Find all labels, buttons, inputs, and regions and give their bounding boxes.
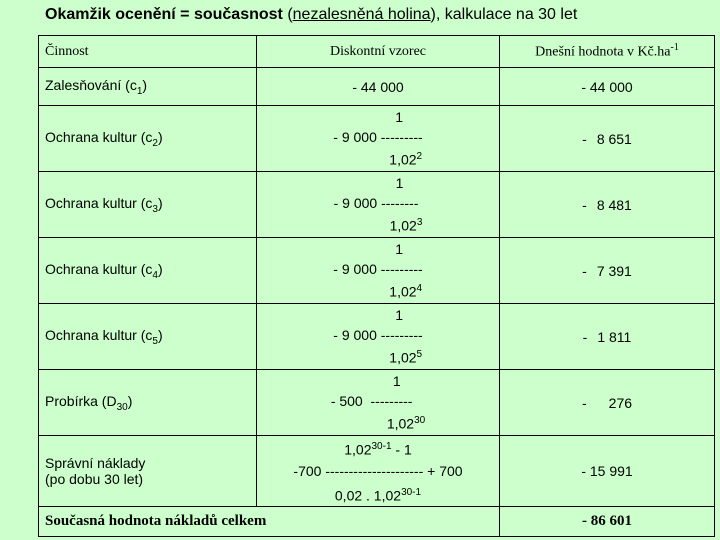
row-formula — [257, 304, 500, 370]
row-label: Probírka $(D_{30})$ — [39, 370, 257, 436]
page-title — [45, 6, 577, 24]
formula-numerator: 1 — [395, 109, 404, 126]
row-label: Ochrana kultur $(c_4)$ — [39, 238, 257, 304]
total-label: Současná hodnota nákladů celkem — [39, 507, 500, 537]
formula-main: - 9 000 -------- — [333, 195, 419, 212]
table-row — [39, 68, 715, 106]
formula-numerator: 1 — [395, 307, 404, 324]
row-formula — [257, 238, 500, 304]
table-row — [39, 436, 715, 507]
formula-denominator: 1,02$^5$ — [389, 349, 423, 366]
title-rest: ), kalkulace na 30 let — [430, 6, 578, 23]
row-label — [39, 436, 257, 507]
discount-table — [38, 35, 715, 537]
row-formula — [257, 436, 500, 507]
row-value: - 276 — [500, 370, 715, 436]
formula-denominator: 1,02$^{30}$ — [386, 415, 426, 432]
row-value: - 1 811 — [500, 304, 715, 370]
row-label: Ochrana kultur $(c_3)$ — [39, 172, 257, 238]
admin-label-line2: (po dobu 30 let) — [45, 471, 144, 488]
header-row — [39, 36, 715, 68]
row-formula: - 44 000 — [257, 68, 500, 106]
formula-main: - 9 000 --------- — [333, 261, 423, 278]
formula-numerator: 1 — [392, 373, 401, 390]
table-row — [39, 238, 715, 304]
title-part1: Okamžik ocenění = současnost — [45, 6, 283, 23]
table-row — [39, 172, 715, 238]
row-value: - 44 000 — [500, 68, 715, 106]
formula-denominator: 1,02$^4$ — [389, 283, 423, 300]
row-value: - 15 991 — [500, 436, 715, 507]
formula-main: -700 --------------------- + 700 — [293, 462, 463, 479]
header-value-sup: -1 — [670, 42, 679, 54]
row-value: - 8 651 — [500, 106, 715, 172]
formula-main: - 9 000 --------- — [333, 327, 423, 344]
table-row — [39, 370, 715, 436]
title-paren-open: ( — [287, 6, 293, 23]
header-activity: Činnost — [39, 36, 257, 68]
table-row — [39, 106, 715, 172]
formula-numerator: 1 — [395, 241, 404, 258]
admin-label-line1: Správní náklady — [45, 455, 146, 472]
header-value-text: Dnešní hodnota v Kč.ha — [535, 44, 671, 60]
row-value: - 8 481 — [500, 172, 715, 238]
total-row — [39, 507, 715, 537]
row-label: Zalesňování $(c_1)$ — [39, 68, 257, 106]
formula-denominator: 1,02$^2$ — [389, 151, 423, 168]
formula-denominator: 1,02$^3$ — [389, 217, 423, 234]
formula-main: - 9 000 --------- — [333, 129, 423, 146]
total-value: - 86 601 — [500, 507, 715, 537]
formula-main: - 500 --------- — [330, 393, 413, 410]
row-formula — [257, 172, 500, 238]
row-value: - 7 391 — [500, 238, 715, 304]
formula-denominator: 0,02 . 1,02$^{30-1}$ — [334, 486, 422, 504]
row-label: Ochrana kultur $(c_5)$ — [39, 304, 257, 370]
formula-numerator: 1,02$^{30-1}$ - 1 — [344, 441, 412, 458]
row-formula — [257, 106, 500, 172]
formula-numerator: 1 — [395, 175, 404, 192]
row-formula — [257, 370, 500, 436]
header-value — [500, 36, 715, 68]
header-formula: Diskontní vzorec — [257, 36, 500, 68]
row-label: Ochrana kultur $(c_2)$ — [39, 106, 257, 172]
title-underlined: nezalesněná holina — [292, 6, 431, 23]
table-row — [39, 304, 715, 370]
